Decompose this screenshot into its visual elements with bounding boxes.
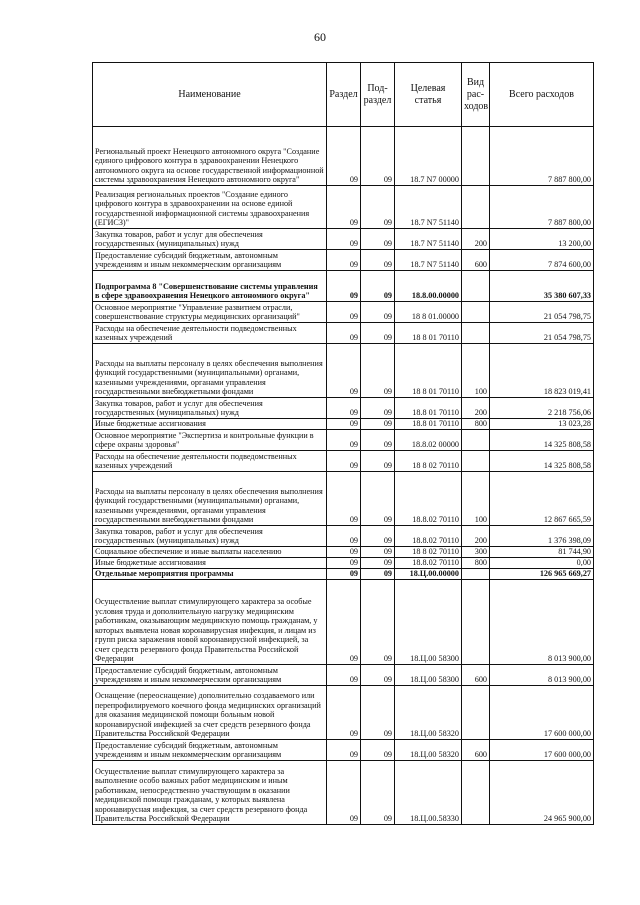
row-razdel-cell: 09 xyxy=(327,761,361,825)
row-sum-cell: 13 023,28 xyxy=(490,419,594,430)
header-razdel: Раздел xyxy=(327,63,361,127)
header-name: Наименование xyxy=(93,63,327,127)
row-podrazdel-cell: 09 xyxy=(361,250,395,271)
row-podrazdel-cell: 09 xyxy=(361,761,395,825)
table-row xyxy=(93,472,594,526)
row-statya-cell: 18 8 01 70110 xyxy=(395,344,462,398)
row-statya-cell: 18.Ц.00 58320 xyxy=(395,740,462,761)
row-statya-cell: 18.8.02 00000 xyxy=(395,430,462,451)
row-razdel-cell: 09 xyxy=(327,686,361,740)
row-sum-cell: 17 600 000,00 xyxy=(490,740,594,761)
row-sum-cell: 0,00 xyxy=(490,558,594,569)
row-razdel-cell: 09 xyxy=(327,740,361,761)
row-vid-cell xyxy=(462,569,490,580)
table-row xyxy=(93,127,594,186)
row-vid-cell xyxy=(462,186,490,229)
row-podrazdel-cell: 09 xyxy=(361,665,395,686)
table-row xyxy=(93,526,594,547)
row-sum-cell: 8 013 900,00 xyxy=(490,665,594,686)
row-vid-cell xyxy=(462,686,490,740)
row-razdel-cell: 09 xyxy=(327,558,361,569)
table-row xyxy=(93,419,594,430)
row-vid-cell xyxy=(462,323,490,344)
table-row xyxy=(93,569,594,580)
row-razdel-cell: 09 xyxy=(327,127,361,186)
row-vid-cell: 200 xyxy=(462,526,490,547)
table-row xyxy=(93,761,594,825)
page-number: 60 xyxy=(314,30,326,44)
row-podrazdel-cell: 09 xyxy=(361,271,395,302)
row-podrazdel-cell: 09 xyxy=(361,229,395,250)
row-vid-cell: 100 xyxy=(462,472,490,526)
header-vid: Вид рас- ходов xyxy=(462,63,490,127)
row-podrazdel-cell: 09 xyxy=(361,430,395,451)
row-sum-cell: 7 887 800,00 xyxy=(490,186,594,229)
table-row xyxy=(93,271,594,302)
row-vid-cell: 200 xyxy=(462,229,490,250)
table-row xyxy=(93,580,594,665)
row-statya-cell: 18 8 02 70110 xyxy=(395,451,462,472)
row-name-cell: Социальное обеспечение и иные выплаты населению xyxy=(93,547,327,558)
table-row xyxy=(93,323,594,344)
table-row xyxy=(93,186,594,229)
row-podrazdel-cell: 09 xyxy=(361,526,395,547)
row-statya-cell: 18.Ц.00.00000 xyxy=(395,569,462,580)
row-sum-cell: 2 218 756,06 xyxy=(490,398,594,419)
row-sum-cell: 24 965 900,00 xyxy=(490,761,594,825)
row-name-cell: Закупка товаров, работ и услуг для обеспечения государственных (муниципальных) нужд xyxy=(93,398,327,419)
row-razdel-cell: 09 xyxy=(327,323,361,344)
budget-table xyxy=(92,62,594,825)
row-name-cell: Осуществление выплат стимулирующего характера за выполнение особо важных работ медицинским и иным работникам, непосредственно участвующим в оказании медицинской помощи гражданам, у которых выявлена коронавирусная инфекция, за счет средств резервного фонда Правительства Российской Федерации xyxy=(93,761,327,825)
row-name-cell: Предоставление субсидий бюджетным, автономным учреждениям и иным некоммерческим организациям xyxy=(93,250,327,271)
row-podrazdel-cell: 09 xyxy=(361,547,395,558)
row-razdel-cell: 09 xyxy=(327,250,361,271)
row-name-cell: Осуществление выплат стимулирующего характера за особые условия труда и дополнительную нагрузку медицинским работникам, оказывающим медицинскую помощь гражданам, у которых выявлена новая коронавирусная инфекция, и лицам из групп риска заражения новой коронавирусной инфекцией, за счет средств резервного фонда Правительства Российской Федерации xyxy=(93,580,327,665)
row-vid-cell: 100 xyxy=(462,344,490,398)
row-podrazdel-cell: 09 xyxy=(361,127,395,186)
row-podrazdel-cell: 09 xyxy=(361,569,395,580)
row-name-cell: Реализация региональных проектов "Создание единого цифрового контура в здравоохранении на основе единой государственной информационной системы здравоохранения (ЕГИСЗ)" xyxy=(93,186,327,229)
row-vid-cell: 800 xyxy=(462,558,490,569)
row-statya-cell: 18.7 N7 51140 xyxy=(395,250,462,271)
row-razdel-cell: 09 xyxy=(327,344,361,398)
row-podrazdel-cell: 09 xyxy=(361,580,395,665)
row-podrazdel-cell: 09 xyxy=(361,740,395,761)
row-sum-cell: 13 200,00 xyxy=(490,229,594,250)
header-total: Всего расходов xyxy=(490,63,594,127)
row-name-cell: Основное мероприятие "Управление развитием отрасли, совершенствование структуры медицинских организаций" xyxy=(93,302,327,323)
row-vid-cell xyxy=(462,302,490,323)
row-podrazdel-cell: 09 xyxy=(361,558,395,569)
table-header-row xyxy=(93,63,594,127)
table-row xyxy=(93,344,594,398)
table-row xyxy=(93,302,594,323)
row-statya-cell: 18.8.02 70110 xyxy=(395,526,462,547)
row-name-cell: Отдельные мероприятия программы xyxy=(93,569,327,580)
row-podrazdel-cell: 09 xyxy=(361,344,395,398)
row-vid-cell: 600 xyxy=(462,250,490,271)
table-row xyxy=(93,398,594,419)
row-vid-cell xyxy=(462,451,490,472)
row-razdel-cell: 09 xyxy=(327,302,361,323)
row-sum-cell: 17 600 000,00 xyxy=(490,686,594,740)
row-razdel-cell: 09 xyxy=(327,472,361,526)
row-podrazdel-cell: 09 xyxy=(361,451,395,472)
row-statya-cell: 18.7 N7 00000 xyxy=(395,127,462,186)
row-statya-cell: 18.Ц.00.58330 xyxy=(395,761,462,825)
row-sum-cell: 14 325 808,58 xyxy=(490,451,594,472)
row-name-cell: Оснащение (переоснащение) дополнительно создаваемого или перепрофилируемого коечного фонда медицинских организаций для оказания медицинской помощи больным новой коронавирусной инфекцией за счет средств резервного фонда Правительства Российской Федерации xyxy=(93,686,327,740)
row-vid-cell xyxy=(462,430,490,451)
row-name-cell: Расходы на выплаты персоналу в целях обеспечения выполнения функций государственными (муниципальными) органами, казенными учреждениями, органами управления государственными внебюджетными фондами xyxy=(93,472,327,526)
table-row xyxy=(93,686,594,740)
header-statya: Целевая статья xyxy=(395,63,462,127)
row-razdel-cell: 09 xyxy=(327,569,361,580)
table-row xyxy=(93,547,594,558)
row-razdel-cell: 09 xyxy=(327,580,361,665)
row-statya-cell: 18.7 N7 51140 xyxy=(395,186,462,229)
row-vid-cell xyxy=(462,127,490,186)
row-sum-cell: 21 054 798,75 xyxy=(490,302,594,323)
row-statya-cell: 18.8 01 70110 xyxy=(395,419,462,430)
row-sum-cell: 18 823 019,41 xyxy=(490,344,594,398)
row-statya-cell: 18.7 N7 51140 xyxy=(395,229,462,250)
row-podrazdel-cell: 09 xyxy=(361,398,395,419)
row-vid-cell xyxy=(462,271,490,302)
table-row xyxy=(93,430,594,451)
header-podrazdel: Под- раздел xyxy=(361,63,395,127)
row-sum-cell: 81 744,90 xyxy=(490,547,594,558)
row-razdel-cell: 09 xyxy=(327,419,361,430)
row-vid-cell: 300 xyxy=(462,547,490,558)
row-sum-cell: 126 965 669,27 xyxy=(490,569,594,580)
row-razdel-cell: 09 xyxy=(327,229,361,250)
row-vid-cell: 200 xyxy=(462,398,490,419)
row-vid-cell xyxy=(462,761,490,825)
row-name-cell: Расходы на обеспечение деятельности подведомственных казенных учреждений xyxy=(93,451,327,472)
row-statya-cell: 18.8.02 70110 xyxy=(395,472,462,526)
row-razdel-cell: 09 xyxy=(327,398,361,419)
row-razdel-cell: 09 xyxy=(327,665,361,686)
row-vid-cell xyxy=(462,580,490,665)
row-sum-cell: 14 325 808,58 xyxy=(490,430,594,451)
row-vid-cell: 800 xyxy=(462,419,490,430)
row-name-cell: Расходы на выплаты персоналу в целях обеспечения выполнения функций государственными (муниципальными) органами, казенными учреждениями, органами управления государственными внебюджетными фондами xyxy=(93,344,327,398)
table-row xyxy=(93,451,594,472)
row-name-cell: Подпрограмма 8 "Совершенствование системы управления в сфере здравоохранения Ненецкого автономного округа" xyxy=(93,271,327,302)
row-razdel-cell: 09 xyxy=(327,451,361,472)
row-name-cell: Закупка товаров, работ и услуг для обеспечения государственных (муниципальных) нужд xyxy=(93,229,327,250)
row-sum-cell: 7 887 800,00 xyxy=(490,127,594,186)
table-row xyxy=(93,665,594,686)
row-razdel-cell: 09 xyxy=(327,547,361,558)
row-name-cell: Иные бюджетные ассигнования xyxy=(93,558,327,569)
row-sum-cell: 1 376 398,09 xyxy=(490,526,594,547)
row-podrazdel-cell: 09 xyxy=(361,686,395,740)
row-statya-cell: 18.Ц.00 58300 xyxy=(395,580,462,665)
row-vid-cell: 600 xyxy=(462,665,490,686)
row-name-cell: Основное мероприятие "Экспертиза и контрольные функции в сфере охраны здоровья" xyxy=(93,430,327,451)
row-name-cell: Региональный проект Ненецкого автономного округа "Создание единого цифрового контура в здравоохранении Ненецкого автономного округа на основе государственной информационной системы здравоохранения Ненецкого автономного округа" xyxy=(93,127,327,186)
row-statya-cell: 18.8 01 70110 xyxy=(395,398,462,419)
row-podrazdel-cell: 09 xyxy=(361,323,395,344)
row-razdel-cell: 09 xyxy=(327,430,361,451)
row-statya-cell: 18.Ц.00 58320 xyxy=(395,686,462,740)
row-sum-cell: 8 013 900,00 xyxy=(490,580,594,665)
row-podrazdel-cell: 09 xyxy=(361,302,395,323)
table-row xyxy=(93,558,594,569)
row-name-cell: Предоставление субсидий бюджетным, автономным учреждениям и иным некоммерческим организациям xyxy=(93,740,327,761)
row-sum-cell: 21 054 798,75 xyxy=(490,323,594,344)
row-name-cell: Иные бюджетные ассигнования xyxy=(93,419,327,430)
row-name-cell: Закупка товаров, работ и услуг для обеспечения государственных (муниципальных) нужд xyxy=(93,526,327,547)
row-statya-cell: 18.Ц.00 58300 xyxy=(395,665,462,686)
row-razdel-cell: 09 xyxy=(327,271,361,302)
row-statya-cell: 18.8.00.00000 xyxy=(395,271,462,302)
row-statya-cell: 18 8 01.00000 xyxy=(395,302,462,323)
row-sum-cell: 7 874 600,00 xyxy=(490,250,594,271)
table-row xyxy=(93,229,594,250)
table-row xyxy=(93,250,594,271)
row-statya-cell: 18 8 02 70110 xyxy=(395,547,462,558)
row-sum-cell: 35 380 607,33 xyxy=(490,271,594,302)
row-podrazdel-cell: 09 xyxy=(361,419,395,430)
row-razdel-cell: 09 xyxy=(327,526,361,547)
row-sum-cell: 12 867 665,59 xyxy=(490,472,594,526)
table-row xyxy=(93,740,594,761)
row-razdel-cell: 09 xyxy=(327,186,361,229)
row-statya-cell: 18 8 01 70110 xyxy=(395,323,462,344)
row-vid-cell: 600 xyxy=(462,740,490,761)
row-name-cell: Предоставление субсидий бюджетным, автономным учреждениям и иным некоммерческим организациям xyxy=(93,665,327,686)
row-podrazdel-cell: 09 xyxy=(361,186,395,229)
row-name-cell: Расходы на обеспечение деятельности подведомственных казенных учреждений xyxy=(93,323,327,344)
row-statya-cell: 18.8.02 70110 xyxy=(395,558,462,569)
row-podrazdel-cell: 09 xyxy=(361,472,395,526)
